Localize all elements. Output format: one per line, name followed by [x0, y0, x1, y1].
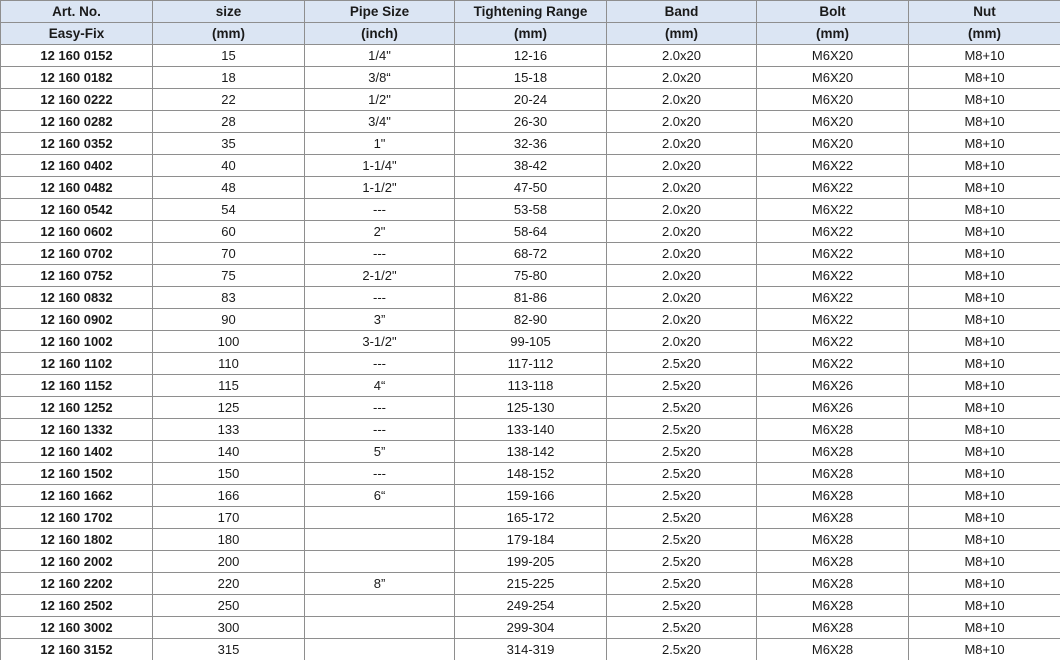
nut-cell: M8+10 [909, 45, 1060, 67]
nut-cell: M8+10 [909, 639, 1060, 660]
art-no-cell: 12 160 3002 [1, 617, 153, 639]
art-no-cell: 12 160 1152 [1, 375, 153, 397]
size-cell: 125 [153, 397, 305, 419]
table-row [1, 529, 1060, 551]
nut-cell: M8+10 [909, 133, 1060, 155]
size-cell: 35 [153, 133, 305, 155]
tightening-range-cell: 15-18 [455, 67, 607, 89]
nut-cell: M8+10 [909, 265, 1060, 287]
subheader-tightening-range: (mm) [455, 23, 607, 45]
pipe-size-cell: 1" [305, 133, 455, 155]
nut-cell: M8+10 [909, 507, 1060, 529]
art-no-cell: 12 160 1252 [1, 397, 153, 419]
tightening-range-cell: 179-184 [455, 529, 607, 551]
bolt-cell: M6X22 [757, 265, 909, 287]
header-tightening-range: Tightening Range [455, 1, 607, 23]
bolt-cell: M6X28 [757, 639, 909, 660]
table-row [1, 243, 1060, 265]
nut-cell: M8+10 [909, 111, 1060, 133]
tightening-range-cell: 99-105 [455, 331, 607, 353]
art-no-cell: 12 160 0282 [1, 111, 153, 133]
tightening-range-cell: 82-90 [455, 309, 607, 331]
pipe-size-cell: --- [305, 419, 455, 441]
header-row [1, 1, 1060, 23]
bolt-cell: M6X22 [757, 243, 909, 265]
bolt-cell: M6X20 [757, 67, 909, 89]
size-cell: 40 [153, 155, 305, 177]
table-row [1, 45, 1060, 67]
tightening-range-cell: 38-42 [455, 155, 607, 177]
pipe-size-cell: --- [305, 353, 455, 375]
art-no-cell: 12 160 0752 [1, 265, 153, 287]
art-no-cell: 12 160 1502 [1, 463, 153, 485]
size-cell: 60 [153, 221, 305, 243]
band-cell: 2.0x20 [607, 67, 757, 89]
art-no-cell: 12 160 1332 [1, 419, 153, 441]
nut-cell: M8+10 [909, 595, 1060, 617]
nut-cell: M8+10 [909, 287, 1060, 309]
subheader-size: (mm) [153, 23, 305, 45]
size-cell: 140 [153, 441, 305, 463]
table-row [1, 67, 1060, 89]
band-cell: 2.0x20 [607, 155, 757, 177]
table-row [1, 265, 1060, 287]
size-cell: 18 [153, 67, 305, 89]
tightening-range-cell: 81-86 [455, 287, 607, 309]
tightening-range-cell: 117-112 [455, 353, 607, 375]
subheader-nut: (mm) [909, 23, 1060, 45]
art-no-cell: 12 160 0152 [1, 45, 153, 67]
tightening-range-cell: 159-166 [455, 485, 607, 507]
pipe-size-cell: --- [305, 397, 455, 419]
tightening-range-cell: 133-140 [455, 419, 607, 441]
pipe-size-cell: 1-1/4" [305, 155, 455, 177]
pipe-size-cell [305, 529, 455, 551]
table-row [1, 507, 1060, 529]
size-cell: 315 [153, 639, 305, 660]
size-cell: 28 [153, 111, 305, 133]
table-row [1, 595, 1060, 617]
tightening-range-cell: 58-64 [455, 221, 607, 243]
band-cell: 2.5x20 [607, 529, 757, 551]
table-row [1, 397, 1060, 419]
bolt-cell: M6X20 [757, 133, 909, 155]
band-cell: 2.5x20 [607, 375, 757, 397]
tightening-range-cell: 165-172 [455, 507, 607, 529]
size-cell: 110 [153, 353, 305, 375]
subheader-row [1, 23, 1060, 45]
pipe-size-cell: 4“ [305, 375, 455, 397]
bolt-cell: M6X28 [757, 551, 909, 573]
band-cell: 2.0x20 [607, 265, 757, 287]
band-cell: 2.0x20 [607, 111, 757, 133]
bolt-cell: M6X20 [757, 111, 909, 133]
table-row [1, 353, 1060, 375]
table-row [1, 573, 1060, 595]
tightening-range-cell: 32-36 [455, 133, 607, 155]
bolt-cell: M6X26 [757, 397, 909, 419]
size-cell: 90 [153, 309, 305, 331]
bolt-cell: M6X26 [757, 375, 909, 397]
nut-cell: M8+10 [909, 485, 1060, 507]
table-row [1, 617, 1060, 639]
band-cell: 2.5x20 [607, 639, 757, 660]
nut-cell: M8+10 [909, 353, 1060, 375]
tightening-range-cell: 47-50 [455, 177, 607, 199]
bolt-cell: M6X20 [757, 45, 909, 67]
pipe-size-cell: --- [305, 243, 455, 265]
art-no-cell: 12 160 0352 [1, 133, 153, 155]
bolt-cell: M6X22 [757, 353, 909, 375]
pipe-size-cell: 3/8“ [305, 67, 455, 89]
pipe-size-cell: 2" [305, 221, 455, 243]
table-row [1, 199, 1060, 221]
band-cell: 2.0x20 [607, 243, 757, 265]
tightening-range-cell: 138-142 [455, 441, 607, 463]
nut-cell: M8+10 [909, 397, 1060, 419]
band-cell: 2.5x20 [607, 485, 757, 507]
table-row [1, 155, 1060, 177]
size-cell: 100 [153, 331, 305, 353]
nut-cell: M8+10 [909, 419, 1060, 441]
band-cell: 2.5x20 [607, 441, 757, 463]
nut-cell: M8+10 [909, 573, 1060, 595]
band-cell: 2.5x20 [607, 353, 757, 375]
header-art-no: Art. No. [1, 1, 153, 23]
art-no-cell: 12 160 2202 [1, 573, 153, 595]
size-cell: 180 [153, 529, 305, 551]
size-cell: 220 [153, 573, 305, 595]
band-cell: 2.0x20 [607, 331, 757, 353]
band-cell: 2.5x20 [607, 463, 757, 485]
bolt-cell: M6X28 [757, 573, 909, 595]
header-size: size [153, 1, 305, 23]
size-cell: 22 [153, 89, 305, 111]
pipe-size-cell: 3-1/2" [305, 331, 455, 353]
band-cell: 2.5x20 [607, 397, 757, 419]
pipe-size-cell: 2-1/2" [305, 265, 455, 287]
nut-cell: M8+10 [909, 375, 1060, 397]
band-cell: 2.5x20 [607, 419, 757, 441]
table-row [1, 441, 1060, 463]
band-cell: 2.5x20 [607, 595, 757, 617]
nut-cell: M8+10 [909, 89, 1060, 111]
bolt-cell: M6X28 [757, 419, 909, 441]
tightening-range-cell: 314-319 [455, 639, 607, 660]
header-pipe-size: Pipe Size [305, 1, 455, 23]
subheader-band: (mm) [607, 23, 757, 45]
pipe-size-cell [305, 507, 455, 529]
art-no-cell: 12 160 0182 [1, 67, 153, 89]
nut-cell: M8+10 [909, 67, 1060, 89]
size-cell: 133 [153, 419, 305, 441]
size-cell: 300 [153, 617, 305, 639]
tightening-range-cell: 26-30 [455, 111, 607, 133]
table-row [1, 111, 1060, 133]
nut-cell: M8+10 [909, 617, 1060, 639]
table-body [1, 45, 1060, 660]
bolt-cell: M6X28 [757, 441, 909, 463]
bolt-cell: M6X28 [757, 463, 909, 485]
table-row [1, 89, 1060, 111]
tightening-range-cell: 199-205 [455, 551, 607, 573]
tightening-range-cell: 75-80 [455, 265, 607, 287]
art-no-cell: 12 160 1402 [1, 441, 153, 463]
nut-cell: M8+10 [909, 309, 1060, 331]
size-cell: 150 [153, 463, 305, 485]
size-cell: 200 [153, 551, 305, 573]
tightening-range-cell: 20-24 [455, 89, 607, 111]
table-row [1, 375, 1060, 397]
size-cell: 115 [153, 375, 305, 397]
band-cell: 2.0x20 [607, 199, 757, 221]
nut-cell: M8+10 [909, 551, 1060, 573]
art-no-cell: 12 160 0542 [1, 199, 153, 221]
tightening-range-cell: 215-225 [455, 573, 607, 595]
header-bolt: Bolt [757, 1, 909, 23]
band-cell: 2.0x20 [607, 89, 757, 111]
art-no-cell: 12 160 2002 [1, 551, 153, 573]
nut-cell: M8+10 [909, 463, 1060, 485]
band-cell: 2.0x20 [607, 177, 757, 199]
tightening-range-cell: 53-58 [455, 199, 607, 221]
subheader-art-no: Easy-Fix [1, 23, 153, 45]
bolt-cell: M6X22 [757, 199, 909, 221]
bolt-cell: M6X22 [757, 287, 909, 309]
art-no-cell: 12 160 0222 [1, 89, 153, 111]
table-row [1, 221, 1060, 243]
size-cell: 170 [153, 507, 305, 529]
tightening-range-cell: 249-254 [455, 595, 607, 617]
size-cell: 15 [153, 45, 305, 67]
pipe-size-cell: 3” [305, 309, 455, 331]
band-cell: 2.0x20 [607, 287, 757, 309]
nut-cell: M8+10 [909, 177, 1060, 199]
art-no-cell: 12 160 1802 [1, 529, 153, 551]
nut-cell: M8+10 [909, 199, 1060, 221]
pipe-size-cell: 3/4" [305, 111, 455, 133]
size-cell: 48 [153, 177, 305, 199]
size-cell: 250 [153, 595, 305, 617]
pipe-size-cell: --- [305, 463, 455, 485]
tightening-range-cell: 125-130 [455, 397, 607, 419]
band-cell: 2.0x20 [607, 309, 757, 331]
pipe-size-cell: --- [305, 287, 455, 309]
table-row [1, 485, 1060, 507]
table-row [1, 177, 1060, 199]
pipe-size-cell [305, 551, 455, 573]
tightening-range-cell: 68-72 [455, 243, 607, 265]
subheader-pipe-size: (inch) [305, 23, 455, 45]
table-row [1, 463, 1060, 485]
pipe-size-cell: 1/2" [305, 89, 455, 111]
pipe-size-cell [305, 639, 455, 660]
bolt-cell: M6X28 [757, 595, 909, 617]
art-no-cell: 12 160 1102 [1, 353, 153, 375]
nut-cell: M8+10 [909, 243, 1060, 265]
art-no-cell: 12 160 0902 [1, 309, 153, 331]
art-no-cell: 12 160 3152 [1, 639, 153, 660]
art-no-cell: 12 160 0702 [1, 243, 153, 265]
nut-cell: M8+10 [909, 441, 1060, 463]
bolt-cell: M6X22 [757, 177, 909, 199]
band-cell: 2.5x20 [607, 617, 757, 639]
subheader-bolt: (mm) [757, 23, 909, 45]
table-header [1, 1, 1060, 45]
band-cell: 2.5x20 [607, 551, 757, 573]
band-cell: 2.5x20 [607, 573, 757, 595]
band-cell: 2.0x20 [607, 221, 757, 243]
bolt-cell: M6X20 [757, 89, 909, 111]
bolt-cell: M6X22 [757, 309, 909, 331]
pipe-size-cell [305, 595, 455, 617]
table-row [1, 639, 1060, 660]
bolt-cell: M6X22 [757, 155, 909, 177]
nut-cell: M8+10 [909, 155, 1060, 177]
pipe-size-cell: 8” [305, 573, 455, 595]
pipe-size-cell: --- [305, 199, 455, 221]
table-row [1, 287, 1060, 309]
pipe-size-cell: 5” [305, 441, 455, 463]
art-no-cell: 12 160 2502 [1, 595, 153, 617]
nut-cell: M8+10 [909, 331, 1060, 353]
tightening-range-cell: 113-118 [455, 375, 607, 397]
pipe-size-cell: 6“ [305, 485, 455, 507]
band-cell: 2.5x20 [607, 507, 757, 529]
pipe-size-cell: 1-1/2" [305, 177, 455, 199]
pipe-size-cell [305, 617, 455, 639]
table-row [1, 331, 1060, 353]
table-row [1, 551, 1060, 573]
bolt-cell: M6X22 [757, 331, 909, 353]
band-cell: 2.0x20 [607, 45, 757, 67]
art-no-cell: 12 160 1662 [1, 485, 153, 507]
art-no-cell: 12 160 1002 [1, 331, 153, 353]
size-cell: 166 [153, 485, 305, 507]
art-no-cell: 12 160 1702 [1, 507, 153, 529]
art-no-cell: 12 160 0832 [1, 287, 153, 309]
header-band: Band [607, 1, 757, 23]
bolt-cell: M6X22 [757, 221, 909, 243]
pipe-size-cell: 1/4" [305, 45, 455, 67]
tightening-range-cell: 12-16 [455, 45, 607, 67]
header-nut: Nut [909, 1, 1060, 23]
tightening-range-cell: 148-152 [455, 463, 607, 485]
nut-cell: M8+10 [909, 221, 1060, 243]
art-no-cell: 12 160 0482 [1, 177, 153, 199]
art-no-cell: 12 160 0402 [1, 155, 153, 177]
band-cell: 2.0x20 [607, 133, 757, 155]
tightening-range-cell: 299-304 [455, 617, 607, 639]
table-row [1, 419, 1060, 441]
bolt-cell: M6X28 [757, 507, 909, 529]
art-no-cell: 12 160 0602 [1, 221, 153, 243]
size-cell: 70 [153, 243, 305, 265]
bolt-cell: M6X28 [757, 485, 909, 507]
bolt-cell: M6X28 [757, 529, 909, 551]
nut-cell: M8+10 [909, 529, 1060, 551]
table-row [1, 309, 1060, 331]
size-cell: 83 [153, 287, 305, 309]
size-cell: 75 [153, 265, 305, 287]
size-cell: 54 [153, 199, 305, 221]
bolt-cell: M6X28 [757, 617, 909, 639]
table-row [1, 133, 1060, 155]
